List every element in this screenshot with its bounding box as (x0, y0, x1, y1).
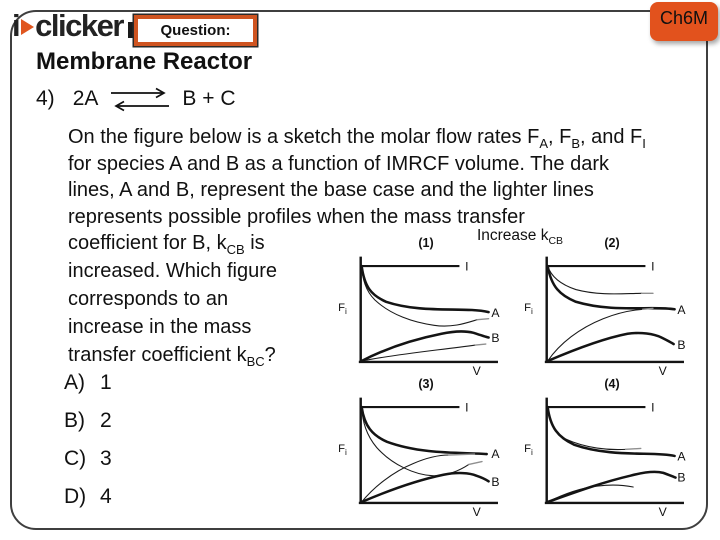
chapter-badge (650, 2, 718, 41)
panel-label: (2) (604, 236, 620, 250)
y-axis-label: $F_i$ (338, 443, 347, 457)
choice-b (64, 409, 112, 447)
curve-A-light-tail (626, 448, 641, 449)
question-label-box (134, 15, 257, 46)
choice-value: 1 (100, 371, 112, 394)
question-label: Question: (160, 22, 231, 39)
panel-label: (4) (604, 377, 620, 391)
play-triangle-icon (21, 19, 34, 35)
curve-B-light (362, 455, 449, 502)
answer-choices (64, 371, 112, 523)
question-paragraph (68, 124, 646, 230)
curve-B-base (362, 473, 489, 502)
choice-key: B) (64, 409, 85, 432)
choice-c (64, 447, 112, 485)
curve-A-light (548, 266, 642, 294)
figure-header: Increase $k_{CB}$ (476, 227, 564, 248)
choice-key: D) (64, 485, 87, 508)
curve-A-light (548, 407, 626, 450)
curve-A-base (548, 407, 675, 456)
graph-panel-4 (517, 377, 703, 518)
paragraph-line: On the figure below is a sketch the molar flow rates $F_A$, $F_B$, and $F_I$ (68, 126, 646, 151)
x-axis-label: V (472, 505, 481, 518)
paragraph-line: for species A and B as a function of IMRCF volume. The dark (68, 152, 610, 175)
y-axis-label: $F_i$ (524, 302, 533, 316)
choice-d (64, 485, 112, 523)
choice-key: C) (64, 447, 87, 470)
graph-panel-3 (331, 377, 517, 518)
curve-B-light-tail (643, 308, 653, 309)
choice-key: A) (64, 371, 85, 394)
curve-A-light-tail (469, 462, 482, 465)
figure-grid (331, 236, 703, 518)
paragraph-line: lines, A and B, represent the base case and the lighter lines (68, 179, 594, 201)
curve-B-base (548, 333, 674, 361)
graph-3 (331, 392, 507, 518)
graph-1 (331, 251, 507, 377)
x-axis-label: V (472, 364, 481, 377)
paragraph-line: increase in the mass (68, 316, 252, 338)
b-label: B (677, 470, 686, 485)
a-label: A (677, 449, 686, 464)
choice-value: 2 (100, 409, 112, 432)
slide-title: Membrane Reactor (36, 48, 253, 75)
x-axis-label: V (658, 364, 667, 377)
curve-B-light-tail (449, 454, 474, 455)
paragraph-line: transfer coefficient $k_{BC}$? (68, 344, 276, 369)
logo-clicker: clicker (35, 8, 123, 43)
curve-A-light (362, 266, 478, 326)
inert-label: I (651, 259, 655, 274)
choice-a (64, 371, 112, 409)
curve-A-light (362, 407, 469, 476)
a-label: A (491, 446, 500, 461)
curve-A-light-tail (477, 319, 488, 320)
paragraph-line: increased. Which figure (68, 260, 277, 282)
b-label: B (491, 475, 500, 490)
inert-label: I (465, 400, 469, 415)
equation-rhs: B + C (182, 87, 236, 110)
y-axis-label: $F_i$ (524, 443, 533, 457)
b-label: B (491, 331, 500, 346)
graph-panel-2 (517, 236, 703, 377)
reaction-equation (36, 84, 235, 114)
curve-A-base (548, 266, 675, 309)
a-label: A (491, 305, 500, 320)
chapter-badge-text: Ch6M (659, 8, 708, 28)
logo-i: i (12, 8, 20, 43)
b-label: B (677, 337, 686, 352)
reversible-arrows-icon (108, 84, 172, 114)
graph-panel-1 (331, 236, 517, 377)
x-axis-label: V (658, 505, 667, 518)
a-label: A (677, 303, 686, 317)
y-axis-label: $F_i$ (338, 302, 347, 316)
question-number: 4) (36, 87, 55, 110)
paragraph-line: coefficient for B, $k_{CB}$ is (68, 232, 265, 257)
equation-lhs: 2A (72, 87, 99, 110)
curve-B-base (548, 472, 676, 502)
inert-label: I (651, 400, 655, 415)
choice-value: 3 (100, 447, 112, 470)
curve-B-light-tail (475, 344, 485, 345)
paragraph-line: represents possible profiles when the mass transfer (68, 205, 525, 228)
inert-label: I (465, 259, 469, 274)
graph-2 (517, 251, 693, 377)
question-paragraph-continued (68, 229, 277, 369)
choice-value: 4 (100, 485, 112, 508)
iclicker-logo (12, 8, 123, 44)
paragraph-line: corresponds to an (68, 288, 229, 310)
panel-label: (1) (418, 236, 434, 250)
graph-4 (517, 392, 693, 518)
curve-B-light (548, 309, 643, 361)
panel-label: (3) (418, 377, 434, 391)
